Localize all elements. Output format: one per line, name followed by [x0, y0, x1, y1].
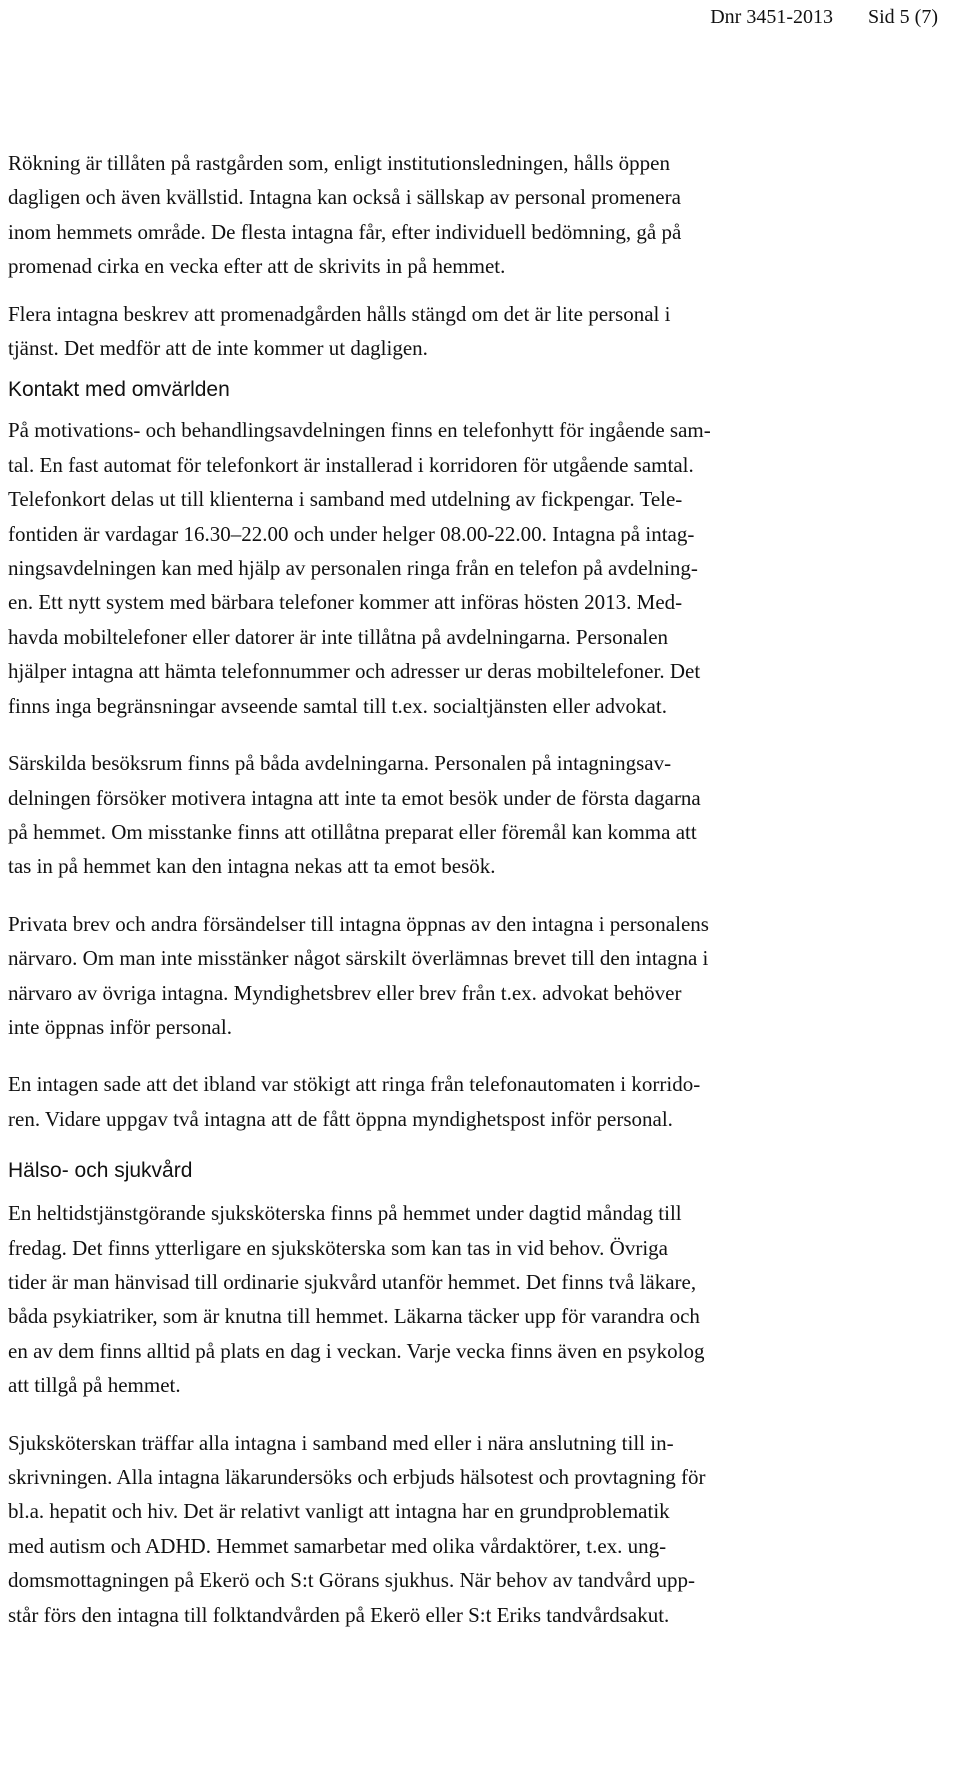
- section-heading-halsa: Hälso- och sjukvård: [8, 1159, 193, 1183]
- running-header: [710, 4, 938, 30]
- section-heading-kontakt: Kontakt med omvärlden: [8, 378, 230, 402]
- paragraph-promenadgarden: Flera intagna beskrev att promenadgården hålls stängd om det är lite personal i tjänst. Det medför att de inte kommer ut dagligen.: [8, 301, 671, 361]
- document-body: [8, 146, 908, 1632]
- paragraph-brev: Privata brev och andra försändelser till intagna öppnas av den intagna i personalens närvaro. Om man inte misstänker något särskilt överlämnas brevet till den intagna i närvaro av övriga intagna. Myndighetsbrev eller brev från t.ex. advokat behöver inte öppnas inför personal.: [8, 911, 709, 1039]
- paragraph-besok: Särskilda besöksrum finns på båda avdelningarna. Personalen på intagningsav- delningen försöker motivera intagna att inte ta emot besök under de första dagarna på hemmet. Om misstanke finns att otillåtna preparat eller föremål kan komma att tas in på hemmet kan den intagna nekas att ta emot besök.: [8, 751, 701, 879]
- paragraph-telefon: På motivations- och behandlingsavdelningen finns en telefonhytt för ingående sam- tal. En fast automat för telefonkort är installerad i korridoren för utgående samtal. Telefonkort delas ut till klienterna i samband med utdelning av fickpengar. Tele- fontiden är vardagar 16.30–22.00 och under helger 08.00-22.00. Intagna på intag- ningsavdelningen kan med hjälp av personalen ringa från en telefon på avdelning- en. Ett nytt system med bärbara telefoner kommer att införas hösten 2013. Med- havda mobiltelefoner eller datorer är inte tillåtna på avdelningarna. Personalen hjälper intagna att hämta telefonnummer och adresser ur deras mobiltelefoner. Det finns inga begränsningar avseende samtal till t.ex. socialtjänsten eller advokat.: [8, 418, 711, 718]
- page-number: Sid 5 (7): [868, 6, 938, 28]
- paragraph-rokning: Rökning är tillåten på rastgården som, enligt institutionsledningen, hålls öppen dagligen och även kvällstid. Intagna kan också i sällskap av personal promenera inom hemmets område. De flesta intagna får, efter individuell bedömning, gå på promenad cirka en vecka efter att de skrivits in på hemmet.: [8, 151, 682, 279]
- paragraph-sjukskoterska: En heltidstjänstgörande sjuksköterska finns på hemmet under dagtid måndag till fredag. Det finns ytterligare en sjuksköterska som kan tas in vid behov. Övriga tider är man hänvisad till ordinarie sjukvård utanför hemmet. Det finns två läkare, båda psykiatriker, som är knutna till hemmet. Läkarna täcker upp för varandra och en av dem finns alltid på plats en dag i veckan. Varje vecka finns även en psykolog att tillgå på hemmet.: [8, 1201, 705, 1398]
- paragraph-inskrivning: Sjuksköterskan träffar alla intagna i samband med eller i nära anslutning till in- skrivningen. Alla intagna läkarundersöks och erbjuds hälsotest och provtagning för bl.a. hepatit och hiv. Det är relativt vanligt att intagna har en grundproblematik med autism och ADHD. Hemmet samarbetar med olika vårdaktörer, t.ex. ung- domsmottagningen på Ekerö och S:t Görans sjukhus. När behov av tandvård upp- står förs den intagna till folktandvården på Ekerö eller S:t Eriks tandvårdsakut.: [8, 1430, 706, 1627]
- paragraph-intagen-observation: En intagen sade att det ibland var stökigt att ringa från telefonautomaten i korrido- ren. Vidare uppgav två intagna att de fått öppna myndighetspost inför personal.: [8, 1072, 701, 1131]
- document-number: Dnr 3451-2013: [710, 6, 833, 28]
